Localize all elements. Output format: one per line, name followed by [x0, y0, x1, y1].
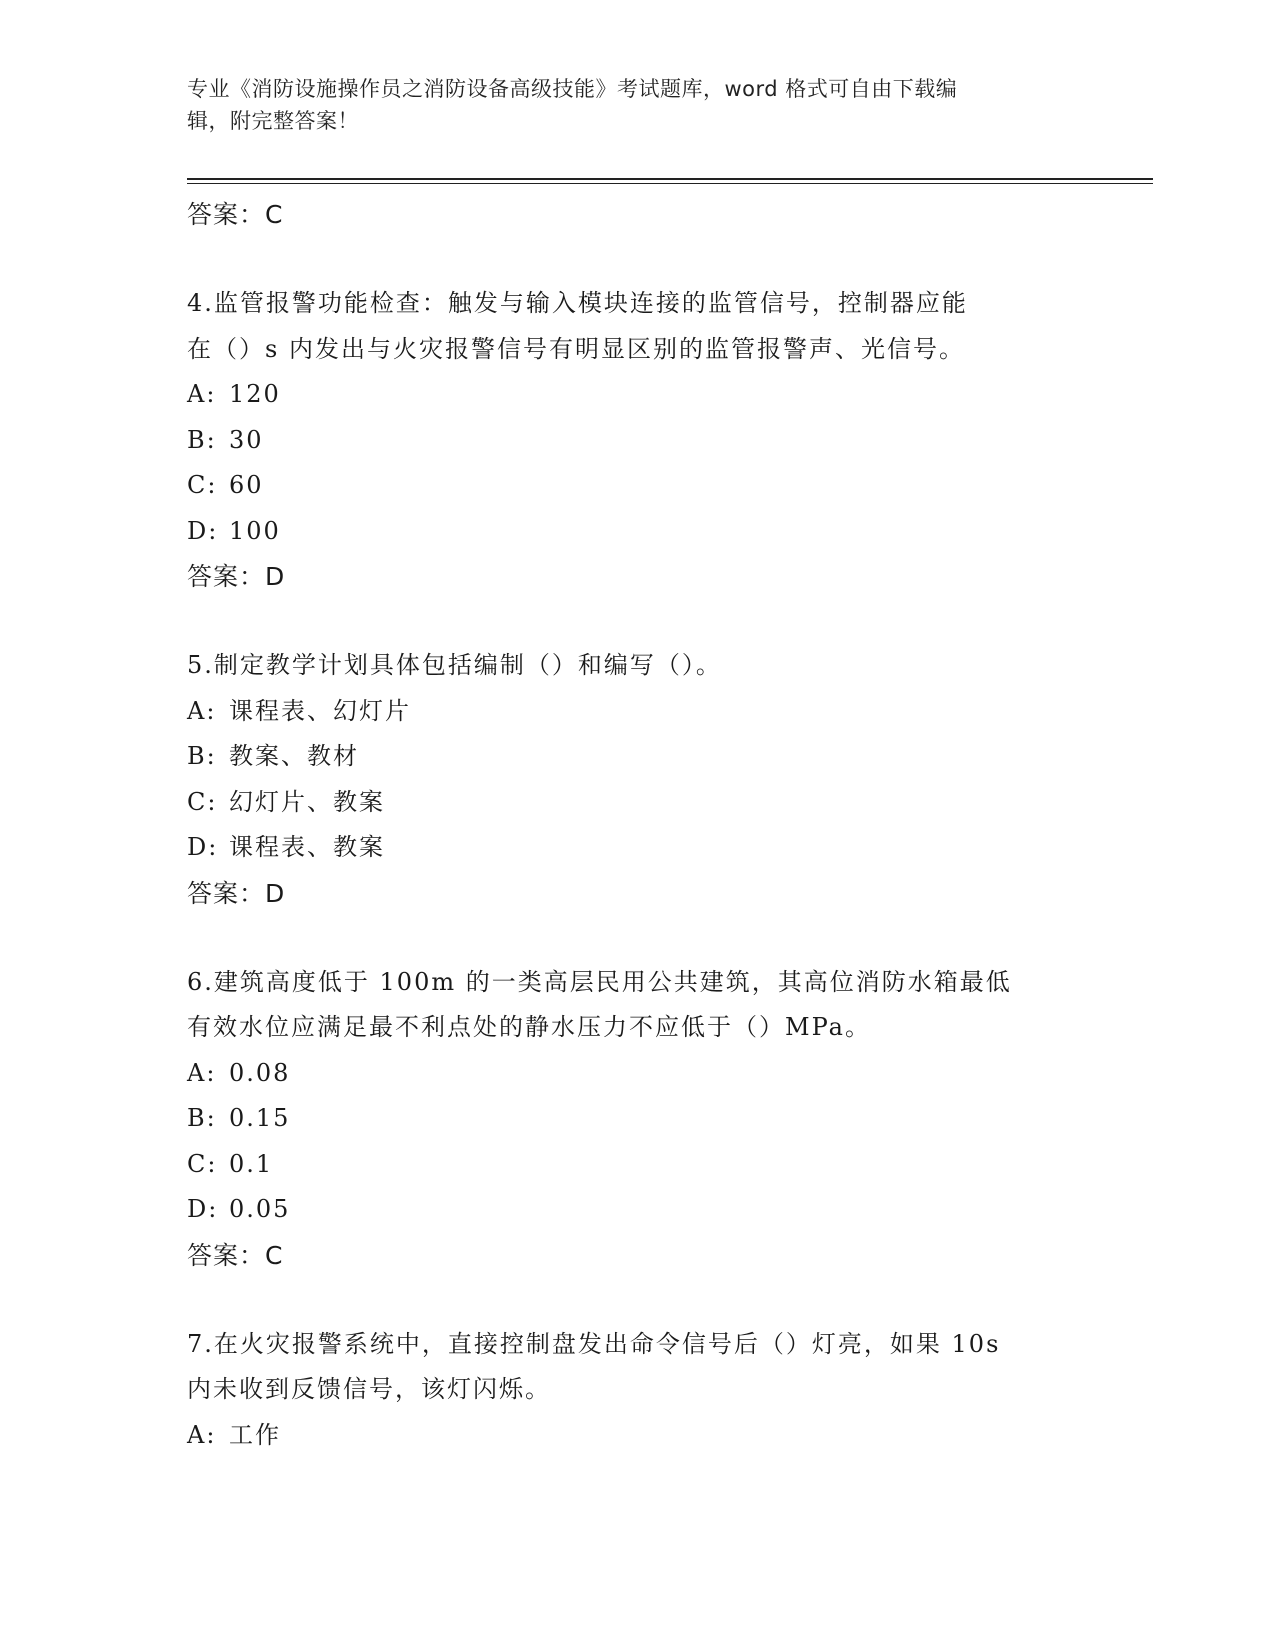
option-letter: A: — [187, 1420, 217, 1449]
option-c — [187, 1142, 1087, 1188]
option-text: 0.08 — [229, 1058, 291, 1087]
option-text: 幻灯片、教案 — [229, 787, 385, 816]
option-a — [187, 689, 1087, 735]
spacer — [187, 917, 1087, 960]
answer-line: 答案：C — [187, 1240, 284, 1270]
option-text: 60 — [229, 471, 264, 499]
option-text: 课程表、教案 — [229, 833, 385, 861]
option-d — [187, 1187, 1087, 1233]
option-a — [187, 1413, 1087, 1459]
option-text: 120 — [229, 380, 281, 408]
option-letter: A: — [187, 380, 217, 408]
option-text: 课程表、幻灯片 — [229, 696, 411, 725]
option-b — [187, 1096, 1087, 1142]
answer-line: 答案：D — [187, 562, 286, 591]
question-text: 4.监管报警功能检查：触发与输入模块连接的监管信号，控制器应能 — [187, 289, 968, 317]
option-letter: D: — [187, 833, 219, 861]
question-list — [187, 192, 1087, 1458]
question-text: 6.建筑高度低于 100m 的一类高层民用公共建筑，其高位消防水箱最低 — [187, 967, 1012, 996]
option-letter: B: — [187, 1104, 217, 1132]
question-item — [187, 960, 1087, 1279]
option-letter: A: — [187, 696, 217, 725]
option-letter: D: — [187, 1195, 219, 1223]
option-b — [187, 418, 1087, 464]
option-letter: C: — [187, 471, 218, 499]
option-b — [187, 734, 1087, 780]
option-text: 0.15 — [229, 1104, 291, 1132]
document-header — [187, 73, 1087, 137]
question-text: 在（）s 内发出与火灾报警信号有明显区别的监管报警声、光信号。 — [187, 334, 965, 363]
option-text: 教案、教材 — [229, 742, 359, 770]
option-text: 30 — [229, 425, 264, 454]
option-text: 0.1 — [229, 1149, 274, 1178]
question-text: 有效水位应满足最不利点处的静水压力不应低于（）MPa。 — [187, 1013, 871, 1041]
question-text: 内未收到反馈信号，该灯闪烁。 — [187, 1375, 551, 1403]
option-a — [187, 372, 1087, 418]
option-letter: A: — [187, 1058, 217, 1087]
option-letter: B: — [187, 425, 217, 454]
answer-line: 答案：C — [187, 200, 284, 229]
option-letter: D: — [187, 516, 219, 545]
option-letter: C: — [187, 787, 218, 816]
answer-line: 答案：D — [187, 878, 286, 908]
header-line: 辑，附完整答案！ — [187, 109, 359, 133]
option-a — [187, 1051, 1087, 1097]
question-text: 7.在火灾报警系统中，直接控制盘发出命令信号后（）灯亮，如果 10s — [187, 1329, 1001, 1358]
spacer — [187, 600, 1087, 643]
question-item — [187, 281, 1087, 600]
option-letter: B: — [187, 742, 217, 770]
header-line: 专业《消防设施操作员之消防设备高级技能》考试题库，word 格式可自由下载编 — [187, 77, 958, 101]
option-letter: C: — [187, 1149, 218, 1178]
option-text: 工作 — [229, 1420, 281, 1449]
option-c — [187, 463, 1087, 509]
question-text: 5.制定教学计划具体包括编制（）和编写（）。 — [187, 651, 722, 679]
spacer — [187, 1279, 1087, 1322]
option-d — [187, 825, 1087, 871]
option-text: 0.05 — [229, 1195, 291, 1223]
question-item — [187, 643, 1087, 917]
option-text: 100 — [229, 516, 281, 545]
header-divider — [187, 178, 1153, 180]
question-item — [187, 1322, 1087, 1459]
header-divider-thin — [187, 183, 1153, 184]
spacer — [187, 238, 1087, 281]
option-c — [187, 780, 1087, 826]
option-d — [187, 509, 1087, 555]
